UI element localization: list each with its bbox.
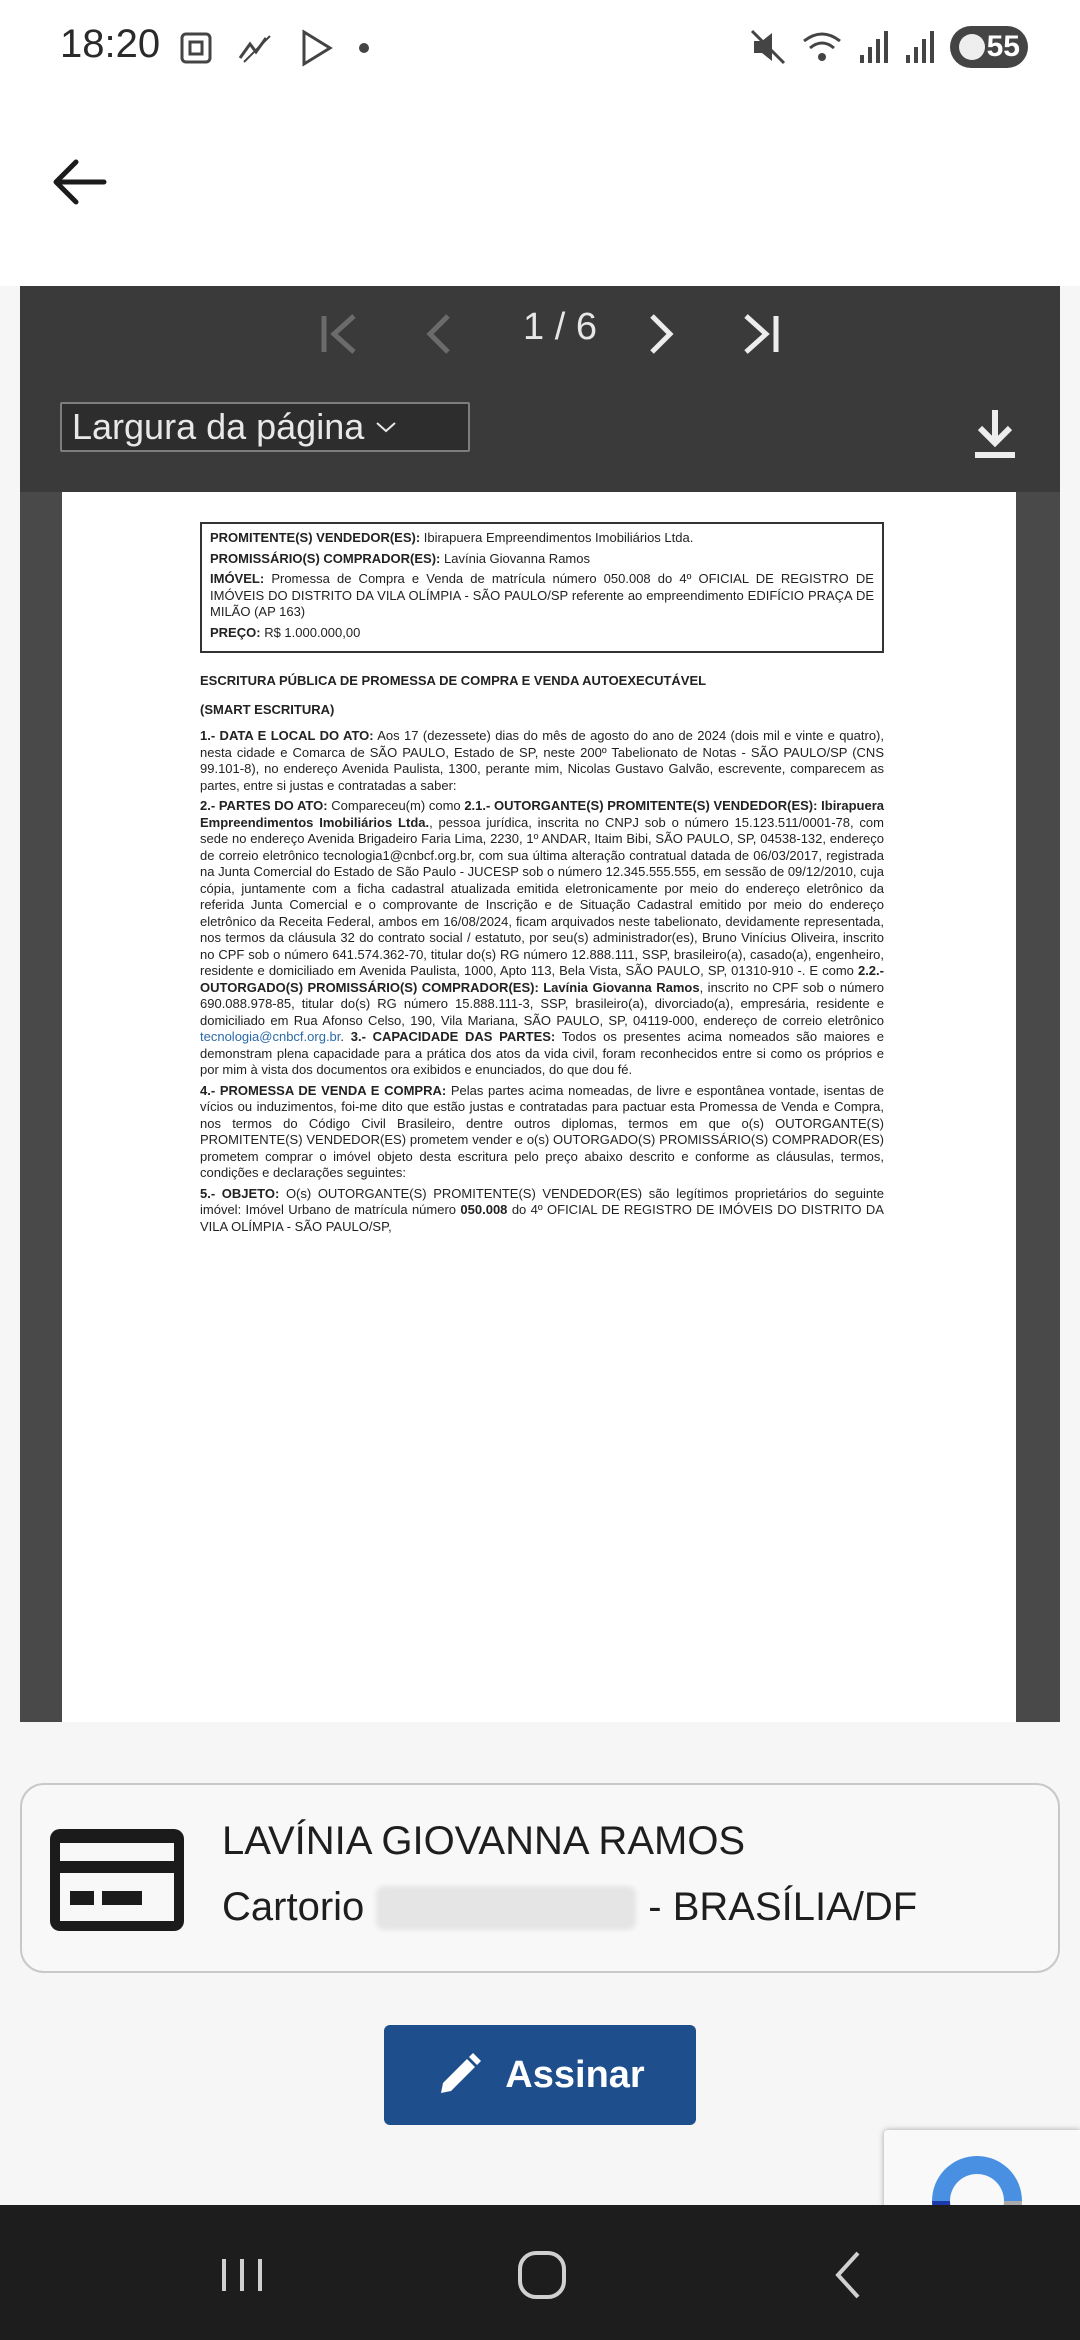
viewer-toolbar	[20, 382, 1060, 492]
nav-back-icon[interactable]	[820, 2245, 880, 2305]
buyer-label: PROMISSÁRIO(S) COMPRADOR(ES):	[210, 550, 441, 566]
pencil-icon	[435, 2051, 483, 2099]
play-store-icon	[296, 28, 336, 68]
signer-card	[20, 1783, 1060, 1973]
notification-icons	[176, 26, 372, 70]
property-value: Promessa de Compra e Venda de matrícula número 050.008 do 4º OFICIAL DE REGISTRO DE IMÓVEIS DO DISTRITO DA VILA OLÍMPIA - SÃO PAULO/SP referente ao empreendimento EDIFÍCIO PRAÇA DE MILÃO (AP 163)	[210, 571, 874, 619]
section-2-role-1: 2.1.- OUTORGANTE(S) PROMITENTE(S) VENDEDOR(ES): Ibirapuera Empreendimentos Imobiliários Ltda.	[200, 798, 884, 830]
section-2-text-c: , inscrito no CPF sob o número 690.088.978-85, titular do(s) RG número 15.888.111-3, SSP, brasileiro(a), divorciado(a), empresária, residente e domiciliado em Rua Afonso Celso, 190, Vila Mariana, SÃO PAULO, SP, 04119-000, endereço de correio eletrônico	[200, 979, 884, 1028]
section-3-head: 3.- CAPACIDADE DAS PARTES:	[350, 1029, 556, 1044]
section-5-text-a: O(s) OUTORGANTE(S) PROMITENTE(S) VENDEDOR(ES) são legítimos proprietários do seguinte imóvel: Imóvel Urbano de matrícula número	[200, 1185, 884, 1217]
price-value: R$ 1.000.000,00	[264, 624, 361, 640]
zoom-select[interactable]	[60, 402, 470, 452]
section-1-text: Aos 17 (dezessete) dias do mês de agosto do ano de 2024 (dois mil e vinte e quatro), nesta cidade e Comarca de SÃO PAULO, Estado de SP, neste 200º Tabelionato de Notas - SÃO PAULO/SP (CNS 99.101-8), no endereço Avenida Paulista, 1300, perante mim, Nicolas Gustavo Galvão, escrevente, comparecem as partes, entre si justas e contratadas a saber:	[200, 728, 884, 793]
battery-level: 55	[986, 30, 1020, 63]
seller-value: Ibirapuera Empreendimentos Imobiliários Ltda.	[423, 530, 694, 545]
battery-indicator	[950, 26, 1028, 68]
signal-icon	[858, 27, 890, 67]
redacted-text	[376, 1886, 636, 1930]
buyer-value: Lavínia Giovanna Ramos	[444, 550, 590, 566]
last-page-icon[interactable]	[730, 304, 790, 364]
section-2-head: 2.- PARTES DO ATO:	[200, 798, 328, 813]
pdf-viewer	[20, 286, 1060, 1722]
signer-name: LAVÍNIA GIOVANNA RAMOS	[222, 1819, 746, 1863]
wifi-icon	[800, 27, 844, 67]
credit-card-icon	[46, 1825, 188, 1935]
section-5-head: 5.- OBJETO:	[200, 1185, 280, 1201]
price-label: PREÇO:	[210, 624, 261, 640]
section-3-text: Todos os presentes acima nomeados são maiores e demonstram plena capacidade para a prática dos atos da vida civil, foram reconhecidos entre si como os próprios e por mim à vista dos documentos ora exibidos e enunciados, do que dou fé.	[200, 1029, 884, 1077]
section-2: 2.- PARTES DO ATO: Compareceu(m) como 2.1.- OUTORGANTE(S) PROMITENTE(S) VENDEDOR(ES): Ibirapuera Empreendimentos Imobiliários Ltda., pessoa jurídica, inscrita no CNPJ sob o número 15.123.511/0001-78, com sede no endereço Avenida Brigadeiro Faria Lima, 2230, 1º ANDAR, Itaim Bibi, SÃO PAULO, SP, 04538-132, endereço de correio eletrônico tecnologia1@cnbcf.org.br, com sua última alteração contratual datada de 06/03/2017, registrada na Junta Comercial do Estado de São Paulo - JUCESP sob o número 12.345.555.555, em sessão de 09/12/2010, cuja cópia, juntamente com a ficha cadastral atualizada emitida eletronicamente por meio do endereço eletrônico da referida Junta Comercial e o comprovante de Inscrição e de Situação Cadastral emitido por meio do endereço eletrônico da Receita Federal, ambos em 16/08/2024, ficam arquivados neste tabelionato, devidamente representada, nos termos da cláusula 32 do contrato social / estatuto, por seu(s) administrador(es), Bruno Vinícius Oliveira, inscrito no CPF sob o número 641.574.362-70, titular do(s) RG número 12.888.111, SSP, brasileiro(a), casado(a), engenheiro, residente e domiciliado em Avenida Paulista, 1000, Apto 113, Bela Vista, SÃO PAULO, SP, 01310-910 -. E como 2.2.- OUTORGADO(S) PROMISSÁRIO(S) COMPRADOR(ES): Lavínia Giovanna Ramos, inscrito no CPF sob o número 690.088.978-85, titular do(s) RG número 15.888.111-3, SSP, brasileiro(a), divorciado(a), empresária, residente e domiciliado em Rua Afonso Celso, 190, Vila Mariana, SÃO PAULO, SP, 04119-000, endereço de correio eletrônico tecnologia@cnbcf.org.br. 3.- CAPACIDADE DAS PARTES: Todos os presentes acima nomeados são maiores e demonstram plena capacidade para a prática dos atos da vida civil, foram reconhecidos entre si como os próprios e por mim à vista dos documentos ora exibidos e enunciados, do que dou fé.	[200, 798, 884, 1077]
recent-apps-icon[interactable]	[212, 2245, 272, 2305]
document-summary-box	[200, 522, 884, 653]
dot-icon	[356, 40, 372, 56]
signal-icon-2	[904, 27, 936, 67]
system-nav-bar	[0, 2205, 1080, 2340]
sign-button-label: Assinar	[505, 2053, 645, 2096]
system-icons	[750, 24, 1028, 70]
prev-page-icon[interactable]	[410, 304, 470, 364]
section-2-text-a: Compareceu(m) como	[331, 798, 461, 813]
section-1-head: 1.- DATA E LOCAL DO ATO:	[200, 728, 374, 743]
seller-label: PROMITENTE(S) VENDEDOR(ES):	[210, 530, 421, 545]
section-4-text: Pelas partes acima nomeadas, de livre e espontânea vontade, isentas de vícios ou induzimentos, foi-me dito que estão justas e contratadas para pactuar esta Promessa de Venda e Compra, nos termos do Código Civil Brasileiro, dentre outros diplomas, termos em que o(s) OUTORGANTE(S) PROMITENTE(S) VENDEDOR(ES) prometem vender e o(s) OUTORGADO(S) PROMISSÁRIO(S) COMPRADOR(ES) prometem comprar o imóvel objeto desta escritura pelo preço abaixo descrito e conforme as cláusulas, termos, condições e declarações seguintes:	[200, 1082, 884, 1180]
section-4	[200, 1083, 884, 1182]
status-bar	[0, 0, 1080, 96]
matricula-number: 050.008	[460, 1202, 508, 1217]
section-2-role-2: 2.2.- OUTORGADO(S) PROMISSÁRIO(S) COMPRADOR(ES): Lavínia Giovanna Ramos	[200, 963, 884, 995]
back-button[interactable]	[48, 150, 112, 214]
zoom-select-value: Largura da página	[72, 406, 365, 447]
page-indicator: 1 / 6	[523, 306, 597, 348]
signer-office	[222, 1885, 917, 1930]
status-time: 18:20	[60, 22, 161, 66]
battery-saver-icon	[959, 34, 985, 60]
section-4-head: 4.- PROMESSA DE VENDA E COMPRA:	[200, 1082, 447, 1098]
app-bar	[0, 96, 1080, 286]
section-5	[200, 1186, 884, 1236]
document-text	[200, 522, 884, 1239]
document-subtitle: (SMART ESCRITURA)	[200, 701, 335, 717]
section-5-text-b: do 4º OFICIAL DE REGISTRO DE IMÓVEIS DO DISTRITO DA VILA OLÍMPIA - SÃO PAULO/SP,	[200, 1202, 884, 1234]
home-icon[interactable]	[512, 2245, 572, 2305]
email-link[interactable]: tecnologia@cnbcf.org.br	[200, 1029, 341, 1044]
pdf-page	[62, 492, 1016, 1722]
sign-button[interactable]	[384, 2025, 696, 2125]
first-page-icon[interactable]	[310, 304, 370, 364]
office-suffix: - BRASÍLIA/DF	[648, 1885, 918, 1929]
property-label: IMÓVEL:	[210, 571, 265, 586]
office-prefix: Cartorio	[222, 1885, 365, 1929]
missed-call-icon	[236, 28, 276, 68]
document-title: ESCRITURA PÚBLICA DE PROMESSA DE COMPRA E VENDA AUTOEXECUTÁVEL	[200, 673, 707, 688]
page-navigation	[20, 286, 1060, 382]
section-1	[200, 728, 884, 794]
next-page-icon[interactable]	[630, 304, 690, 364]
download-icon[interactable]	[970, 406, 1020, 462]
mute-icon	[750, 27, 786, 67]
chevron-down-icon	[374, 419, 398, 435]
screenshot-icon	[176, 28, 216, 68]
section-2-text-b: , pessoa jurídica, inscrita no CNPJ sob o número 15.123.511/0001-78, com sede no endereço Avenida Brigadeiro Faria Lima, 2230, 1º ANDAR, Itaim Bibi, SÃO PAULO, SP, 04538-132, endereço de correio eletrônico tecnologia1@cnbcf.org.br, com sua última alteração contratual datada de 06/03/2017, registrada na Junta Comercial do Estado de São Paulo - JUCESP sob o número 12.345.555.555, em sessão de 09/12/2010, cuja cópia, juntamente com a ficha cadastral atualizada emitida eletronicamente por meio do endereço eletrônico da referida Junta Comercial e o comprovante de Inscrição e de Situação Cadastral emitido por meio do endereço eletrônico da Receita Federal, ambos em 16/08/2024, ficam arquivados neste tabelionato, devidamente representada, nos termos da cláusula 32 do contrato social / estatuto, por seu(s) administrador(es), Bruno Vinícius Oliveira, inscrito no CPF sob o número 641.574.362-70, titular do(s) RG número 12.888.111, SSP, brasileiro(a), casado(a), engenheiro, residente e domiciliado em Avenida Paulista, 1000, Apto 113, Bela Vista, SÃO PAULO, SP, 01310-910 -. E como	[200, 814, 884, 978]
